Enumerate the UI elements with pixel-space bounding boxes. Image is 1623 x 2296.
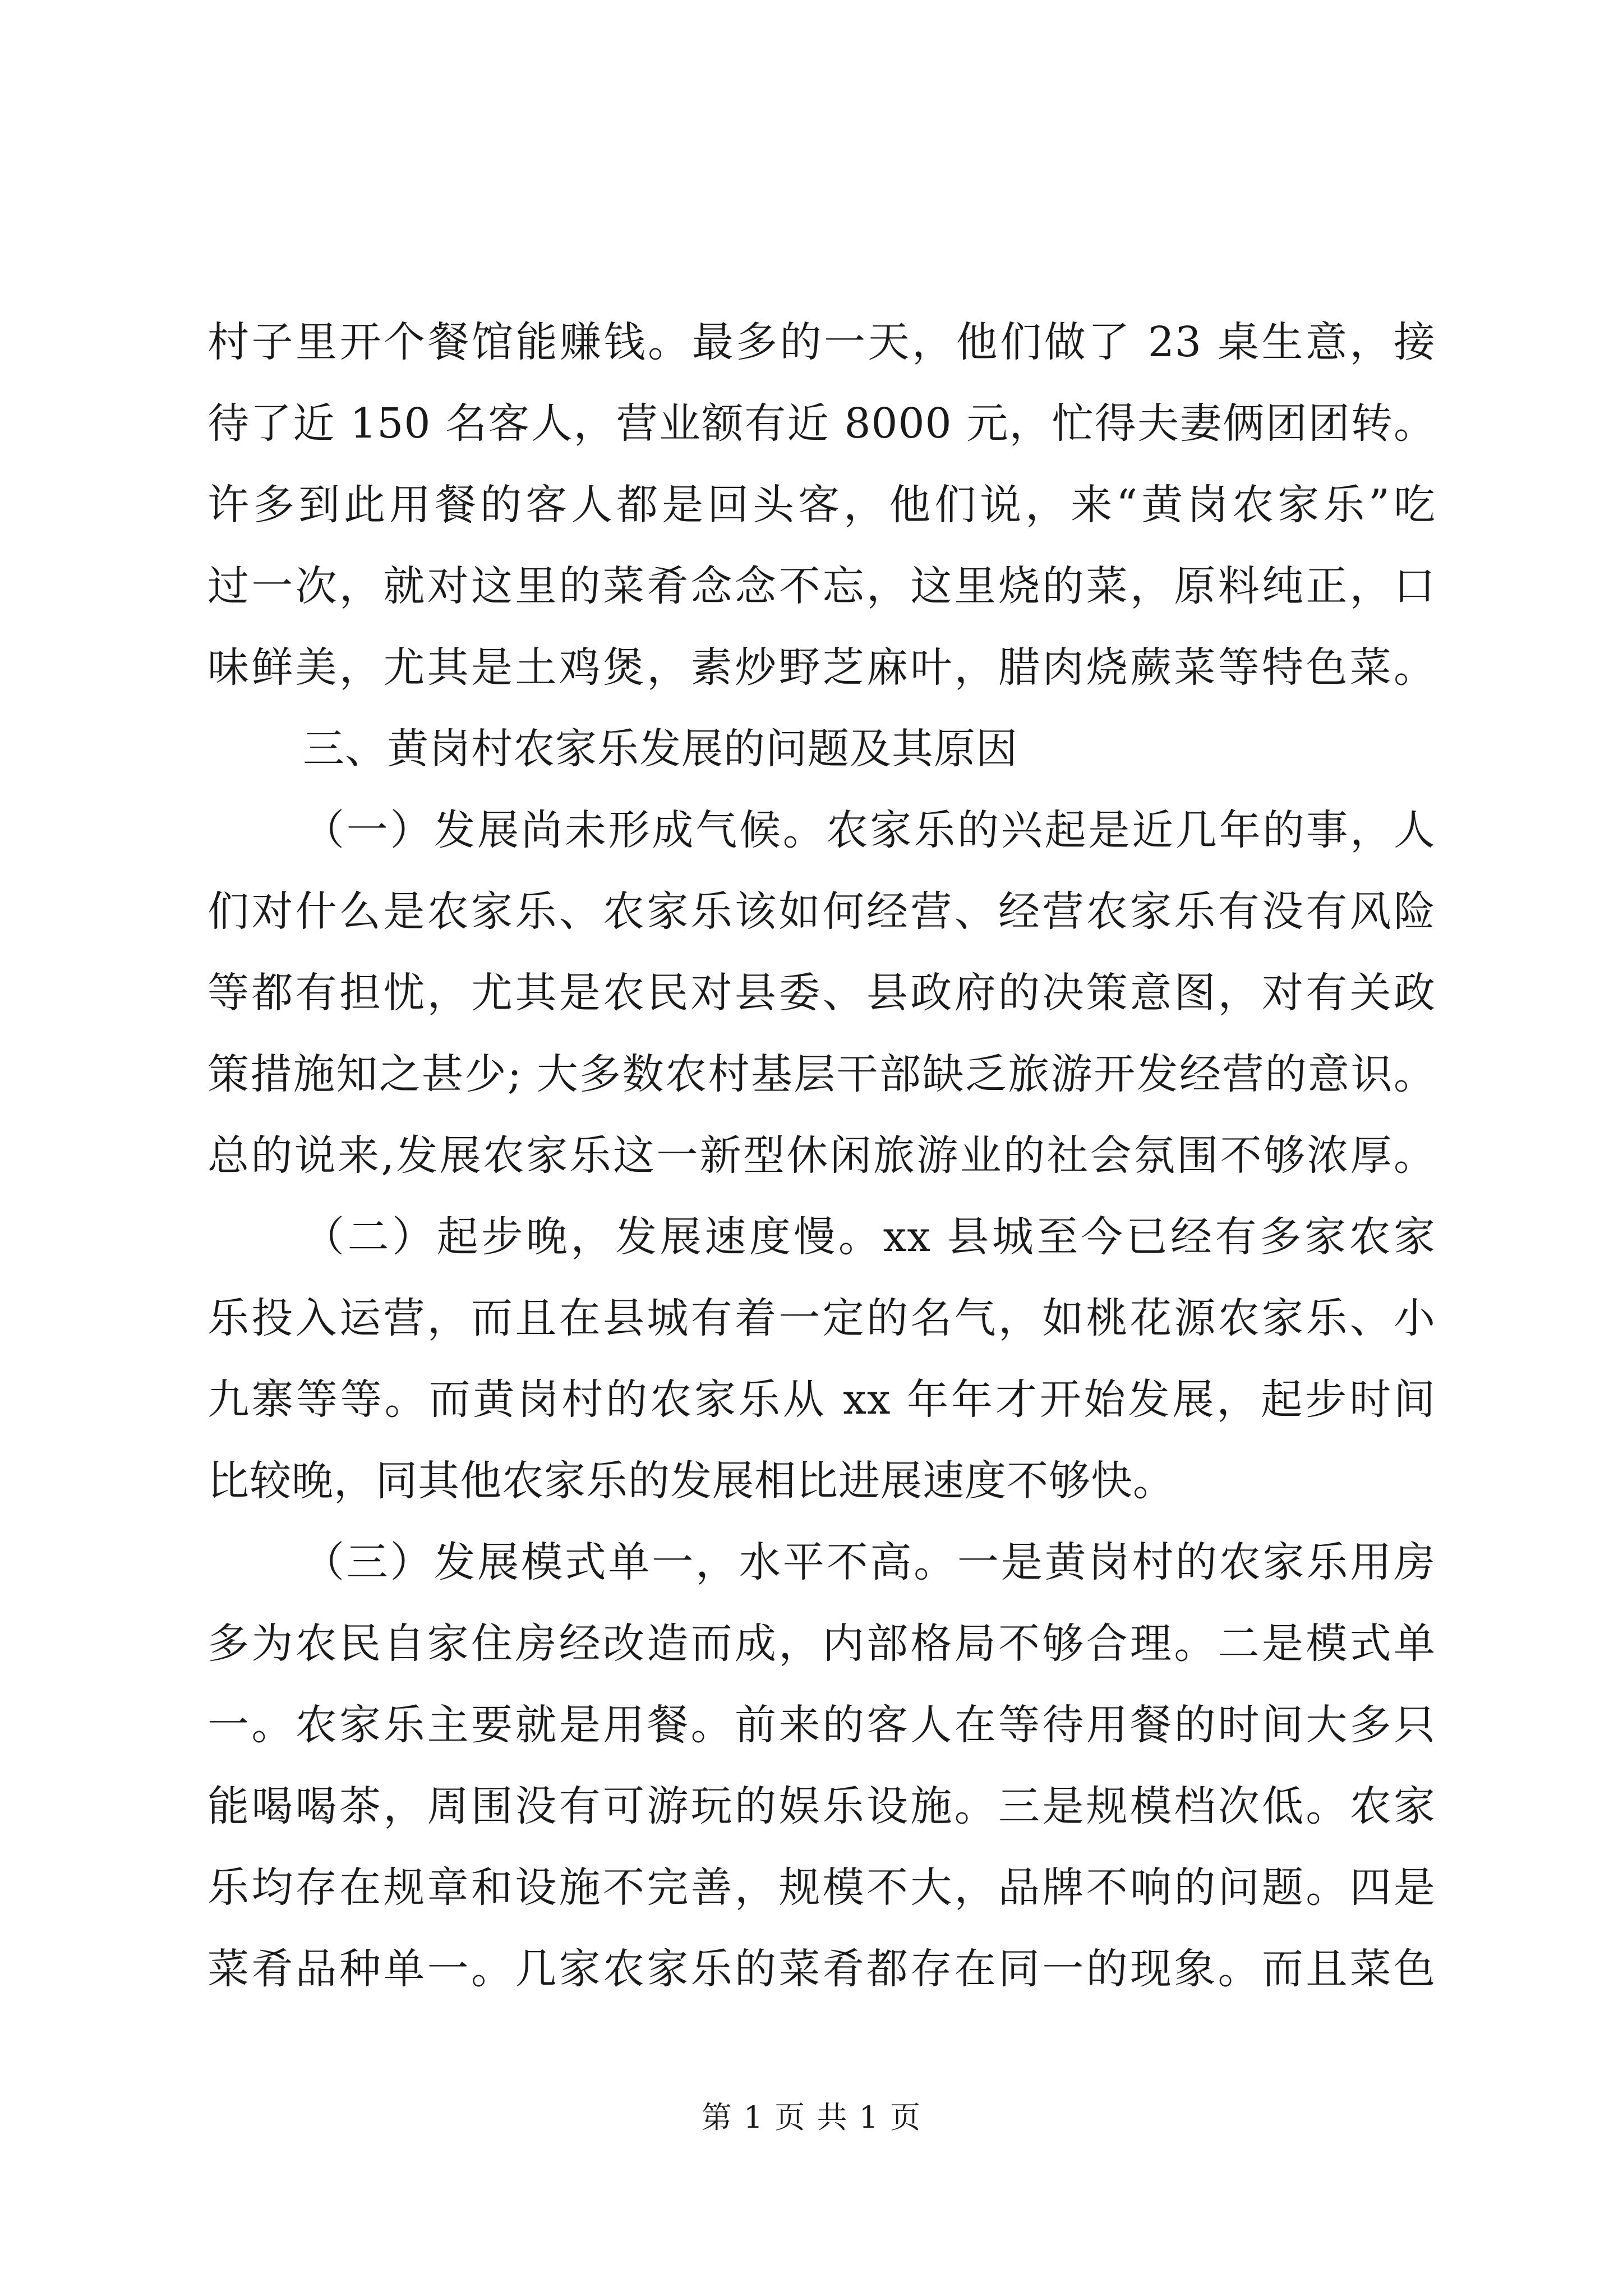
document-body bbox=[208, 302, 1436, 2010]
section-heading: 三、黄岗村农家乐发展的问题及其原因 bbox=[303, 725, 1018, 773]
text-line: 村子里开个餐馆能赚钱。最多的一天，他们做了 23 桌生意，接 bbox=[208, 318, 1436, 366]
text-line: 们对什么是农家乐、农家乐该如何经营、经营农家乐有没有风险 bbox=[208, 887, 1436, 936]
text-line: 等都有担忧，尤其是农民对县委、县政府的决策意图，对有关政 bbox=[208, 969, 1436, 1017]
paragraph-first-line: （三）发展模式单一，水平不高。一是黄岗村的农家乐用房 bbox=[303, 1538, 1436, 1586]
paragraph-first-line: （二）起步晚，发展速度慢。xx 县城至今已经有多家农家 bbox=[303, 1213, 1436, 1261]
text-line: 能喝喝茶，周围没有可游玩的娱乐设施。三是规模档次低。农家 bbox=[208, 1782, 1436, 1830]
text-line: 多为农民自家住房经改造而成，内部格局不够合理。二是模式单 bbox=[208, 1619, 1436, 1668]
paragraph-first-line: （一）发展尚未形成气候。农家乐的兴起是近几年的事，人 bbox=[303, 806, 1436, 854]
text-line: 一。农家乐主要就是用餐。前来的客人在等待用餐的时间大多只 bbox=[208, 1701, 1436, 1749]
page-footer bbox=[0, 2098, 1623, 2137]
text-line: 策措施知之甚少; 大多数农村基层干部缺乏旅游开发经营的意识。 bbox=[208, 1050, 1436, 1098]
text-line: 待了近 150 名客人，营业额有近 8000 元，忙得夫妻俩团团转。 bbox=[208, 399, 1436, 448]
text-line: 味鲜美，尤其是土鸡煲，素炒野芝麻叶，腊肉烧蕨菜等特色菜。 bbox=[208, 643, 1436, 692]
text-line: 九寨等等。而黄岗村的农家乐从 xx 年年才开始发展，起步时间 bbox=[208, 1375, 1436, 1424]
text-line: 乐投入运营，而且在县城有着一定的名气，如桃花源农家乐、小 bbox=[208, 1294, 1436, 1342]
text-line: 许多到此用餐的客人都是回头客，他们说，来“黄岗农家乐”吃 bbox=[208, 481, 1436, 529]
page-number-label: 第 1 页 共 1 页 bbox=[701, 2100, 922, 2135]
text-line: 菜肴品种单一。几家农家乐的菜肴都存在同一的现象。而且菜色 bbox=[208, 1945, 1436, 1993]
text-line: 乐均存在规章和设施不完善，规模不大，品牌不响的问题。四是 bbox=[208, 1864, 1436, 1912]
text-line: 比较晚，同其他农家乐的发展相比进展速度不够快。 bbox=[208, 1457, 1175, 1505]
text-line: 总的说来,发展农家乐这一新型休闲旅游业的社会氛围不够浓厚。 bbox=[208, 1131, 1436, 1180]
text-line: 过一次，就对这里的菜肴念念不忘，这里烧的菜，原料纯正，口 bbox=[208, 562, 1436, 610]
